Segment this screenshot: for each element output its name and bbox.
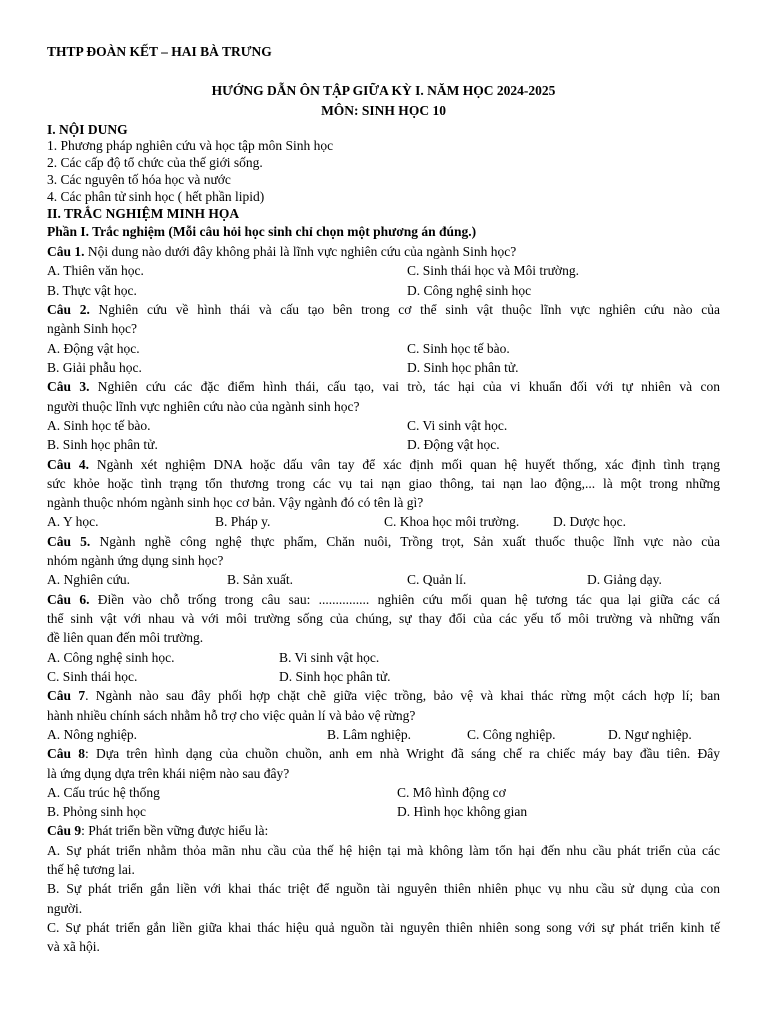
document-title: HƯỚNG DẪN ÔN TẬP GIỮA KỲ I. NĂM HỌC 2024-2025	[211, 83, 556, 98]
option-d: D. Dược học.	[553, 514, 626, 529]
option-a-cont: thế hệ tương lai.	[47, 862, 135, 877]
content-item: 2. Các cấp độ tổ chức của thế giới sống.	[47, 155, 263, 170]
question-label: Câu 8	[47, 746, 86, 761]
document-subject: MÔN: SINH HỌC 10	[321, 103, 446, 118]
option-c: C. Sự phát triển gắn liền giữa khai thác hiệu quả nguồn tài nguyên thiên nhiên song song với sự phát triển kinh tế	[47, 920, 720, 935]
question-text-cont: ngành Sinh học?	[47, 321, 137, 336]
question-text: Nội dung nào dưới đây không phải là lĩnh vực nghiên cứu của ngành Sinh học?	[84, 244, 517, 259]
content-item: 1. Phương pháp nghiên cứu và học tập môn Sinh học	[47, 138, 334, 153]
question-1	[47, 243, 516, 260]
question-2	[47, 301, 720, 318]
question-6	[47, 591, 720, 608]
option-b: B. Pháp y.	[215, 514, 271, 529]
option-b: B. Phỏng sinh học	[47, 804, 147, 819]
option-b: B. Sinh học phân tử.	[47, 437, 158, 452]
option-b: B. Sản xuất.	[227, 572, 293, 587]
option-c: C. Sinh thái học.	[47, 669, 138, 684]
part-heading: Phần I. Trắc nghiệm (Mỗi câu hỏi học sinh chỉ chọn một phương án đúng.)	[47, 224, 477, 239]
content-item: 4. Các phân tử sinh học ( hết phần lipid)	[47, 189, 265, 204]
option-a: A. Y học.	[47, 514, 99, 529]
school-name: THTP ĐOÀN KẾT – HAI BÀ TRƯNG	[47, 44, 272, 59]
option-c-cont: và xã hội.	[47, 939, 100, 954]
section-content-heading: I. NỘI DUNG	[47, 122, 128, 137]
question-text: Ngành xét nghiệm DNA hoặc dấu vân tay để xác định mối quan hệ huyết thống, xác định tình trạng	[89, 457, 720, 472]
question-text-cont: nhóm ngành ứng dụng sinh học?	[47, 553, 224, 568]
question-3	[47, 378, 720, 395]
question-text: Nghiên cứu các đặc điểm hình thái, cấu tạo, vai trò, tác hại của vi khuẩn đối với tự nhiên và con	[89, 379, 720, 394]
option-a: A. Sinh học tế bào.	[47, 418, 151, 433]
question-text-cont: người thuộc lĩnh vực nghiên cứu nào của ngành sinh học?	[47, 399, 360, 414]
question-8	[47, 745, 720, 762]
option-d: D. Sinh học phân tử.	[407, 360, 519, 375]
option-c: C. Sinh thái học và Môi trường.	[407, 263, 579, 278]
option-a: A. Thiên văn học.	[47, 263, 144, 278]
question-label: Câu 2.	[47, 302, 90, 317]
option-c: C. Vi sinh vật học.	[407, 418, 508, 433]
question-4	[47, 456, 720, 473]
option-c: C. Mô hình động cơ	[397, 785, 506, 800]
option-c: C. Sinh học tế bào.	[407, 341, 510, 356]
question-text: : Dựa trên hình dạng của chuồn chuồn, anh em nhà Wright đã sáng chế ra chiếc máy bay đầu tiên. Đây	[85, 746, 720, 761]
question-label: Câu 4.	[47, 457, 90, 472]
question-5	[47, 533, 720, 550]
question-7	[47, 687, 720, 704]
section-quiz-heading: II. TRẮC NGHIỆM MINH HỌA	[47, 206, 240, 221]
question-text-cont: hành nhiều chính sách nhằm hỗ trợ cho việc quản lí và bảo vệ rừng?	[47, 708, 416, 723]
question-text-cont: ngành thuộc nhóm ngành sinh học cơ bản. Vậy ngành đó có tên là gì?	[47, 495, 424, 510]
question-label: Câu 6.	[47, 592, 90, 607]
question-label: Câu 3.	[47, 379, 90, 394]
option-d: D. Hình học không gian	[397, 804, 528, 819]
option-c: C. Quản lí.	[407, 572, 467, 587]
option-d: D. Sinh học phân tử.	[279, 669, 391, 684]
option-b: B. Thực vật học.	[47, 283, 137, 298]
option-d: D. Ngư nghiệp.	[608, 727, 692, 742]
question-label: Câu 5.	[47, 534, 91, 549]
option-b: B. Giải phẫu học.	[47, 360, 142, 375]
question-text-cont: sức khỏe hoặc tình trạng tổn thương trong các vụ tai nạn giao thông, tai nạn lao động,... là một trong những	[47, 476, 720, 491]
question-9	[47, 822, 268, 839]
option-a: A. Động vật học.	[47, 341, 140, 356]
content-item: 3. Các nguyên tố hóa học và nước	[47, 172, 231, 187]
question-text: : Phát triển bền vững được hiểu là:	[81, 823, 269, 838]
option-d: D. Giảng dạy.	[587, 572, 662, 587]
option-a: A. Nông nghiệp.	[47, 727, 137, 742]
option-d: D. Công nghệ sinh học	[407, 283, 532, 298]
question-label: Câu 7	[47, 688, 86, 703]
option-a: A. Nghiên cứu.	[47, 572, 131, 587]
option-b-cont: người.	[47, 901, 83, 916]
question-text: Ngành nghề công nghệ thực phẩm, Chăn nuôi, Trồng trọt, Sản xuất thuốc thuộc lĩnh vực nào của	[90, 534, 720, 549]
question-text: . Ngành nào sau đây phối hợp chặt chẽ giữa việc trồng, bảo vệ và khai thác rừng một cách hợp lí; ban	[85, 688, 720, 703]
question-label: Câu 1.	[47, 244, 85, 259]
option-b: B. Lâm nghiệp.	[327, 727, 411, 742]
option-a: A. Công nghệ sinh học.	[47, 650, 175, 665]
option-c: C. Khoa học môi trường.	[384, 514, 520, 529]
option-a: A. Cấu trúc hệ thống	[47, 785, 160, 800]
option-c: C. Công nghiệp.	[467, 727, 556, 742]
question-text-cont: đề liên quan đến môi trường.	[47, 630, 204, 645]
option-a: A. Sự phát triển nhằm thỏa mãn nhu cầu của thế hệ hiện tại mà không làm tổn hại đến nhu cầu phát triển của các	[47, 843, 720, 858]
question-text-cont: là ứng dụng dựa trên khái niệm nào sau đây?	[47, 766, 290, 781]
option-d: D. Động vật học.	[407, 437, 500, 452]
option-b: B. Sự phát triển gắn liền với khai thác triệt để nguồn tài nguyên thiên nhiên phục vụ nhu cầu sử dụng của con	[47, 881, 720, 896]
question-text: Nghiên cứu về hình thái và cấu tạo bên trong cơ thể sinh vật thuộc lĩnh vực nghiên cứu nào của	[89, 302, 720, 317]
question-label: Câu 9	[47, 823, 82, 838]
question-text: Điền vào chỗ trống trong câu sau: ............... nghiên cứu mối quan hệ tương tác qua lại giữa các cá	[89, 592, 720, 607]
question-text-cont: thể sinh vật với nhau và với môi trường sống của chúng, sự thay đổi của các yếu tố môi trường và những vấn	[47, 611, 720, 626]
option-b: B. Vi sinh vật học.	[279, 650, 380, 665]
